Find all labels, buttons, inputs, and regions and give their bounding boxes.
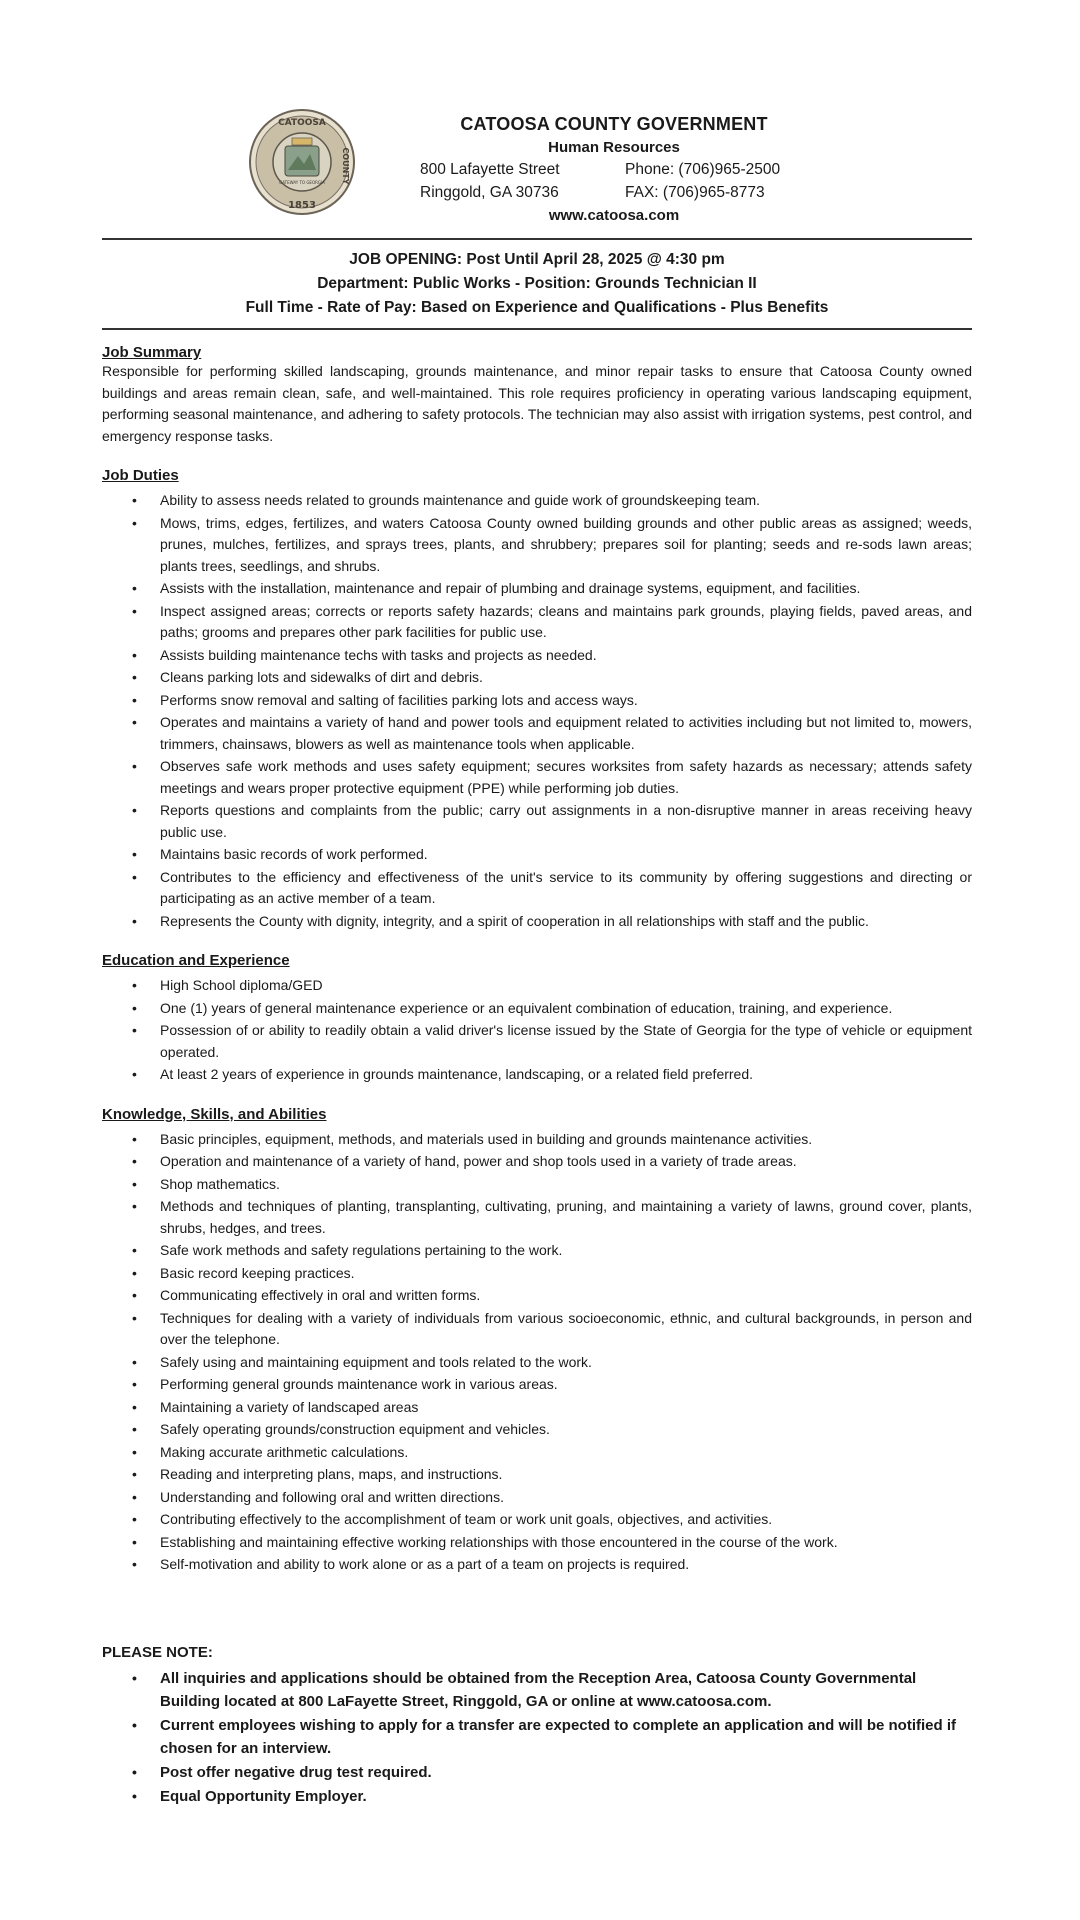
city-state-zip: Ringgold, GA 30736 bbox=[420, 184, 559, 201]
list-item: • Maintains basic records of work performed. bbox=[160, 844, 972, 866]
job-opening-banner bbox=[102, 240, 972, 328]
list-item: • Reading and interpreting plans, maps, and instructions. bbox=[160, 1464, 972, 1486]
svg-text:1853: 1853 bbox=[288, 200, 316, 211]
list-item: • Making accurate arithmetic calculations. bbox=[160, 1442, 972, 1464]
list-item: • Ability to assess needs related to grounds maintenance and guide work of groundskeeping team. bbox=[160, 490, 972, 512]
list-item: • Safe work methods and safety regulations pertaining to the work. bbox=[160, 1240, 972, 1262]
divider-bottom bbox=[102, 328, 972, 330]
list-item: • Reports questions and complaints from the public; carry out assignments in a non-disruptive manner in areas receiving heavy public use. bbox=[160, 800, 972, 843]
job-duties-list bbox=[102, 490, 972, 932]
address-row-2 bbox=[414, 184, 814, 202]
address-row-1 bbox=[414, 161, 814, 179]
job-opening-line: JOB OPENING: Post Until April 28, 2025 @ 4:30 pm bbox=[349, 251, 725, 268]
letterhead-text bbox=[414, 114, 814, 224]
list-item: • Performing general grounds maintenance work in various areas. bbox=[160, 1374, 972, 1396]
department-name: Human Resources bbox=[548, 139, 680, 156]
list-item: • Post offer negative drug test required. bbox=[160, 1761, 972, 1784]
list-item: • High School diploma/GED bbox=[160, 975, 972, 997]
street-address: 800 Lafayette Street bbox=[420, 161, 560, 178]
list-item: • Self-motivation and ability to work alone or as a part of a team on projects is required. bbox=[160, 1554, 972, 1576]
department-position-line: Department: Public Works - Position: Grounds Technician II bbox=[317, 275, 757, 292]
pay-line: Full Time - Rate of Pay: Based on Experience and Qualifications - Plus Benefits bbox=[245, 299, 829, 316]
job-posting-document bbox=[102, 100, 972, 1809]
list-item: • Observes safe work methods and uses safety equipment; secures worksites from safety hazards as necessary; attends safety meetings and wears proper protective equipment (PPE) while performing job duties. bbox=[160, 756, 972, 799]
list-item: • Operates and maintains a variety of hand and power tools and equipment related to activities including but not limited to, mowers, trimmers, chainsaws, blowers as well as maintenance tools when applicable. bbox=[160, 712, 972, 755]
list-item: • Contributes to the efficiency and effectiveness of the unit's service to its community by offering suggestions and directing or participating as an active member of a team. bbox=[160, 867, 972, 910]
list-item: • Safely operating grounds/construction equipment and vehicles. bbox=[160, 1419, 972, 1441]
education-heading: Education and Experience bbox=[102, 952, 290, 969]
list-item: • Mows, trims, edges, fertilizes, and waters Catoosa County owned building grounds and other public areas as assigned; weeds, prunes, mulches, fertilizes, and sprays trees, plants, and shrubbery; prepares soil for planting; seeds and re-sods lawn areas; plants trees, seedlings, and shrubs. bbox=[160, 513, 972, 578]
list-item: • One (1) years of general maintenance experience or an equivalent combination of education, training, and experience. bbox=[160, 998, 972, 1020]
list-item: • Safely using and maintaining equipment and tools related to the work. bbox=[160, 1352, 972, 1374]
list-item: • Shop mathematics. bbox=[160, 1174, 972, 1196]
letterhead bbox=[102, 100, 972, 238]
list-item: • Possession of or ability to readily obtain a valid driver's license issued by the State of Georgia for the type of vehicle or equipment operated. bbox=[160, 1020, 972, 1063]
list-item: • Understanding and following oral and written directions. bbox=[160, 1487, 972, 1509]
list-item: • Assists building maintenance techs with tasks and projects as needed. bbox=[160, 645, 972, 667]
list-item: • All inquiries and applications should be obtained from the Reception Area, Catoosa County Governmental Building located at 800 LaFayette Street, Ringgold, GA or online at www.catoosa.com. bbox=[160, 1667, 972, 1713]
job-duties-heading: Job Duties bbox=[102, 467, 179, 484]
svg-text:CATOOSA: CATOOSA bbox=[278, 118, 326, 128]
list-item: • Establishing and maintaining effective working relationships with those encountered in the course of the work. bbox=[160, 1532, 972, 1554]
fax-number: FAX: (706)965-8773 bbox=[625, 184, 765, 201]
list-item: • Maintaining a variety of landscaped areas bbox=[160, 1397, 972, 1419]
ksa-section bbox=[102, 1106, 972, 1576]
county-seal-logo bbox=[248, 108, 356, 216]
ksa-heading: Knowledge, Skills, and Abilities bbox=[102, 1105, 327, 1123]
please-note-section bbox=[102, 1644, 972, 1808]
job-summary-text: Responsible for performing skilled landscaping, grounds maintenance, and minor repair tasks to ensure that Catoosa County owned buildings and areas remain clean, safe, and well-maintained. This role requires proficiency in operating various landscaping equipment, performing seasonal maintenance, and adhering to safety protocols. The technician may also assist with irrigation systems, pest control, and emergency response tasks. bbox=[102, 363, 972, 444]
ksa-list bbox=[102, 1129, 972, 1576]
organization-name: CATOOSA COUNTY GOVERNMENT bbox=[460, 114, 768, 134]
list-item: • Cleans parking lots and sidewalks of dirt and debris. bbox=[160, 667, 972, 689]
education-section bbox=[102, 952, 972, 1086]
education-list bbox=[102, 975, 972, 1086]
svg-text:GATEWAY TO GEORGIA: GATEWAY TO GEORGIA bbox=[279, 180, 325, 185]
list-item: • Performs snow removal and salting of facilities parking lots and access ways. bbox=[160, 690, 972, 712]
list-item: • Techniques for dealing with a variety of individuals from various socioeconomic, ethnic, and cultural backgrounds, in person and over the telephone. bbox=[160, 1308, 972, 1351]
svg-text:COUNTY: COUNTY bbox=[341, 147, 350, 185]
list-item: • Basic principles, equipment, methods, and materials used in building and grounds maintenance activities. bbox=[160, 1129, 972, 1151]
list-item: • Contributing effectively to the accomplishment of team or work unit goals, objectives, and activities. bbox=[160, 1509, 972, 1531]
list-item: • At least 2 years of experience in grounds maintenance, landscaping, or a related field preferred. bbox=[160, 1064, 972, 1086]
website-link[interactable]: www.catoosa.com bbox=[548, 207, 680, 224]
list-item: • Operation and maintenance of a variety of hand, power and shop tools used in a variety of trade areas. bbox=[160, 1151, 972, 1173]
list-item: • Assists with the installation, maintenance and repair of plumbing and drainage systems, equipment, and facilities. bbox=[160, 578, 972, 600]
list-item: • Methods and techniques of planting, transplanting, cultivating, pruning, and maintaining a variety of lawns, ground cover, plants, shrubs, hedges, and trees. bbox=[160, 1196, 972, 1239]
list-item: • Equal Opportunity Employer. bbox=[160, 1785, 972, 1808]
please-note-list bbox=[102, 1667, 972, 1808]
list-item: • Basic record keeping practices. bbox=[160, 1263, 972, 1285]
job-summary-section bbox=[102, 344, 972, 447]
job-duties-section bbox=[102, 467, 972, 932]
job-summary-heading: Job Summary bbox=[102, 344, 202, 361]
phone-number: Phone: (706)965-2500 bbox=[625, 161, 781, 178]
list-item: • Current employees wishing to apply for a transfer are expected to complete an application and will be notified if chosen for an interview. bbox=[160, 1714, 972, 1760]
please-note-heading: PLEASE NOTE: bbox=[102, 1643, 213, 1661]
list-item: • Communicating effectively in oral and written forms. bbox=[160, 1285, 972, 1307]
list-item: • Inspect assigned areas; corrects or reports safety hazards; cleans and maintains park grounds, playing fields, paved areas, and paths; grooms and prepares other park facilities for public use. bbox=[160, 601, 972, 644]
list-item: • Represents the County with dignity, integrity, and a spirit of cooperation in all relationships with staff and the public. bbox=[160, 911, 972, 933]
